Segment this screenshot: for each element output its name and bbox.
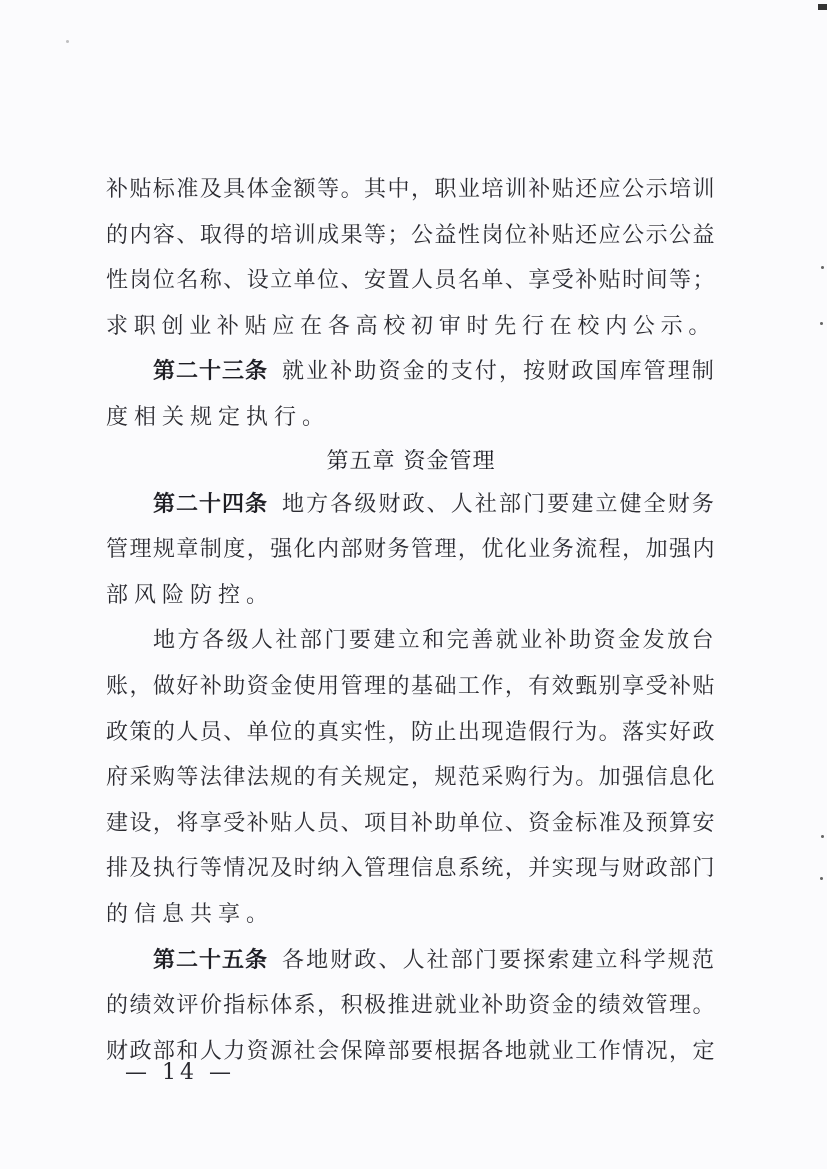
article-label: 第二十四条 — [153, 491, 269, 517]
text-line: 就业补助资金的支付，按财政国库管理制 — [282, 359, 716, 385]
scan-speck — [821, 266, 824, 269]
page-number: — 14 — — [125, 1060, 235, 1085]
article-24 — [106, 482, 716, 528]
text-line: 的内容、取得的培训成果等；公益性岗位补贴还应公示公益 — [106, 222, 716, 248]
text-line: 建设，将享受补贴人员、项目补助单位、资金标准及预算安 — [106, 810, 716, 836]
article-25 — [106, 938, 716, 984]
text-line: 府采购等法律法规的有关规定，规范采购行为。加强信息化 — [106, 765, 716, 791]
scan-speck — [66, 40, 69, 43]
text-line: 财政部和人力资源社会保障部要根据各地就业工作情况，定 — [106, 1038, 716, 1064]
text-line: 地方各级人社部门要建立和完善就业补助资金发放台 — [153, 628, 717, 654]
text-line: 部风险防控。 — [106, 582, 275, 608]
text-line: 账，做好补助资金使用管理的基础工作，有效甄别享受补贴 — [106, 673, 716, 699]
body-text — [106, 167, 716, 1074]
text-line: 度相关规定执行。 — [106, 404, 331, 430]
scan-speck — [820, 322, 823, 325]
article-23 — [106, 349, 716, 395]
article-label: 第二十五条 — [153, 947, 269, 973]
text-line: 的绩效评价指标体系，积极推进就业补助资金的绩效管理。 — [106, 993, 716, 1019]
text-line: 各地财政、人社部门要探索建立科学规范 — [282, 947, 716, 973]
scan-corner-mark — [818, 4, 827, 10]
scan-speck — [820, 877, 823, 880]
text-line: 管理规章制度，强化内部财务管理，优化业务流程，加强内 — [106, 537, 716, 563]
text-line: 排及执行等情况及时纳入管理信息系统，并实现与财政部门 — [106, 856, 716, 882]
chapter-heading: 第五章 资金管理 — [326, 448, 496, 474]
text-line: 的信息共享。 — [106, 901, 275, 927]
text-line: 政策的人员、单位的真实性，防止出现造假行为。落实好政 — [106, 719, 716, 745]
scan-speck — [821, 835, 824, 838]
text-line: 补贴标准及具体金额等。其中，职业培训补贴还应公示培训 — [106, 177, 716, 202]
text-line: 性岗位名称、设立单位、安置人员名单、享受补贴时间等； — [106, 268, 716, 294]
text-line: 地方各级财政、人社部门要建立健全财务 — [282, 491, 716, 517]
article-label: 第二十三条 — [153, 359, 269, 385]
text-line: 求职创业补贴应在各高校初审时先行在校内公示。 — [106, 313, 717, 339]
